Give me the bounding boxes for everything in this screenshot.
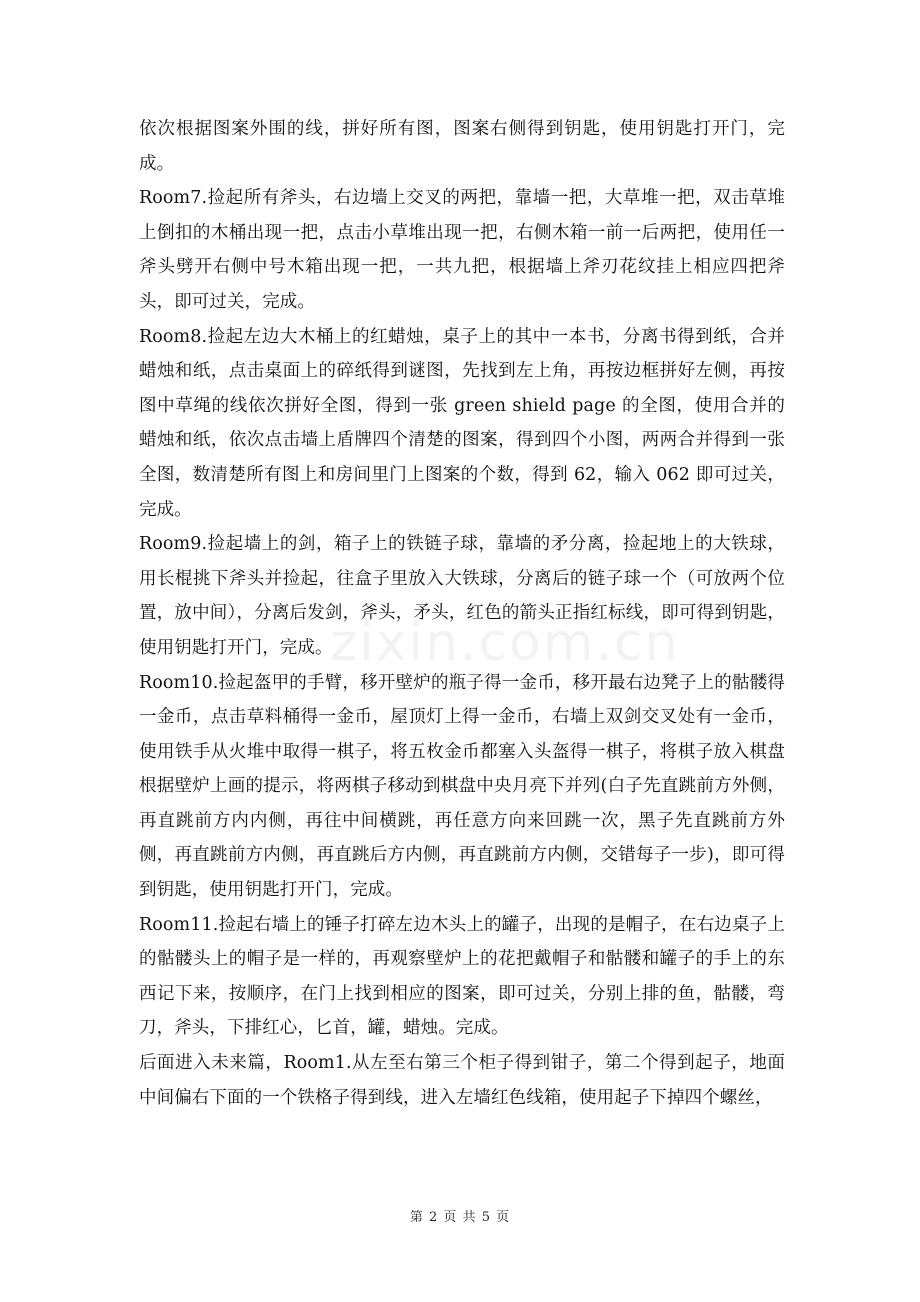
paragraph-future-room1: 后面进入未来篇，Room1.从左至右第三个柜子得到钳子，第二个得到起子，地面中间偏右下面的一个铁格子得到线，进入左墙红色线箱，使用起子下掉四个螺丝，: [139, 1053, 785, 1108]
paragraph-room9: Room9.捡起墙上的剑，箱子上的铁链子球，靠墙的矛分离，捡起地上的大铁球，用长棍挑下斧头并捡起，往盒子里放入大铁球，分离后的链子球一个（可放两个位置，放中间），分离后发剑，斧头，矛头，红色的箭头正指红标线，即可得到钥匙，使用钥匙打开门，完成。: [139, 534, 785, 658]
page-number-footer: 第 2 页 共 5 页: [409, 1210, 511, 1225]
document-body: [139, 112, 785, 1115]
paragraph-room8: Room8.捡起左边大木桶上的红蜡烛，桌子上的其中一本书，分离书得到纸，合并蜡烛和纸，点击桌面上的碎纸得到谜图，先找到左上角，再按边框拼好左侧，再按图中草绳的线依次拼好全图，得到一张 green shield page 的全图，使用合并的蜡烛和纸，依次点击墙上盾牌四个清楚的图案，得到四个小图，两两合并得到一张全图，数清楚所有图上和房间里门上图案的个数，得到 62，输入 062 即可过关，完成。: [139, 326, 785, 520]
watermark: zixin.com.cn: [330, 613, 680, 673]
paragraph-continuation: 依次根据图案外围的线，拼好所有图，图案右侧得到钥匙，使用钥匙打开门，完成。: [139, 119, 785, 174]
paragraph-room10: Room10.捡起盔甲的手臂，移开壁炉的瓶子得一金币，移开最右边凳子上的骷髅得一金币，点击草料桶得一金币，屋顶灯上得一金币，右墙上双剑交叉处有一金币，使用铁手从火堆中取得一棋子，将五枚金币都塞入头盔得一棋子，将棋子放入棋盘根据壁炉上画的提示，将两棋子移动到棋盘中央月亮下并列(白子先直跳前方外侧，再直跳前方内内侧，再往中间横跳，再任意方向来回跳一次，黑子先直跳前方外侧，再直跳前方内侧，再直跳后方内侧，再直跳前方内侧，交错每子一步)，即可得到钥匙，使用钥匙打开门，完成。: [139, 672, 785, 901]
paragraph-room11: Room11.捡起右墙上的锤子打碎左边木头上的罐子，出现的是帽子，在右边桌子上的骷髅头上的帽子是一样的，再观察壁炉上的花把戴帽子和骷髅和罐子的手上的东西记下来，按顺序，在门上找到相应的图案，即可过关，分别上排的鱼，骷髅，弯刀，斧头，下排红心，匕首，罐，蜡烛。完成。: [139, 914, 785, 1039]
paragraph-room7: Room7.捡起所有斧头，右边墙上交叉的两把，靠墙一把，大草堆一把，双击草堆上倒扣的木桶出现一把，点击小草堆出现一把，右侧木箱一前一后两把，使用任一斧头劈开右侧中号木箱出现一把，一共九把，根据墙上斧刃花纹挂上相应四把斧头，即可过关，完成。: [139, 188, 785, 312]
